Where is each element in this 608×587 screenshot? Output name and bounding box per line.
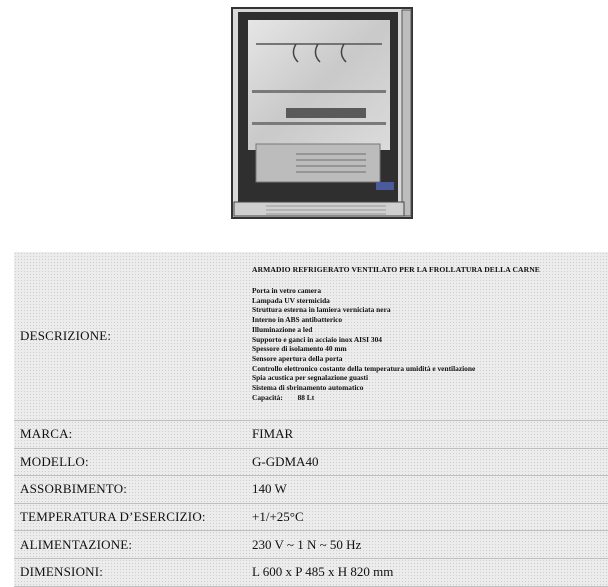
feature-item: Illuminazione a led	[252, 324, 313, 334]
spec-value: 140 W	[252, 481, 287, 497]
spec-row-description	[14, 252, 608, 420]
spec-value: L 600 x P 485 x H 820 mm	[252, 564, 394, 580]
product-image	[226, 4, 418, 226]
spec-label: DESCRIZIONE:	[20, 328, 112, 343]
spec-value: FIMAR	[252, 426, 294, 442]
feature-item: Lampada UV stermicida	[252, 295, 330, 305]
description-title: ARMADIO REFRIGERATO VENTILATO PER LA FROLLATURA DELLA CARNE	[252, 265, 540, 274]
feature-item: Struttura esterna in lamiera verniciata nera	[252, 305, 391, 315]
description-block	[252, 252, 608, 420]
spec-value: +1/+25°C	[252, 509, 304, 525]
feature-list	[252, 286, 608, 402]
feature-item: Interno in ABS antibatterico	[252, 315, 343, 325]
spec-value: 230 V ~ 1 N ~ 50 Hz	[252, 536, 362, 552]
feature-item: Spessore di isolamento 40 mm	[252, 344, 347, 354]
feature-item: Sistema di sbrinamento automatico	[252, 383, 364, 393]
feature-item: Controllo elettronico costante della temperatura umidità e ventilazione	[252, 363, 476, 373]
feature-item: Supporto e ganci in acciaio inox AISI 304	[252, 334, 382, 344]
spec-label: MODELLO:	[20, 453, 89, 469]
spec-table	[14, 252, 608, 587]
feature-item: Sensore apertura della porta	[252, 353, 343, 363]
spec-label: MARCA:	[20, 426, 73, 442]
spec-row-brand	[14, 420, 608, 448]
spec-label: ASSORBIMENTO:	[20, 481, 128, 497]
spec-row-power-supply	[14, 530, 608, 558]
spec-label: ALIMENTAZIONE:	[20, 536, 133, 552]
spec-row-operating-temperature	[14, 503, 608, 531]
feature-item: Porta in vetro camera	[252, 286, 322, 295]
spec-label: TEMPERATURA D’ESERCIZIO:	[20, 509, 206, 525]
spec-label: DIMENSIONI:	[20, 564, 104, 580]
spec-row-model	[14, 448, 608, 476]
spec-row-dimensions	[14, 558, 608, 587]
spec-value: G-GDMA40	[252, 453, 319, 469]
feature-item: Spia acustica per segnalazione guasti	[252, 373, 369, 383]
spec-row-power-consumption	[14, 475, 608, 503]
feature-item: Capacità: 88 Lt	[252, 392, 315, 402]
